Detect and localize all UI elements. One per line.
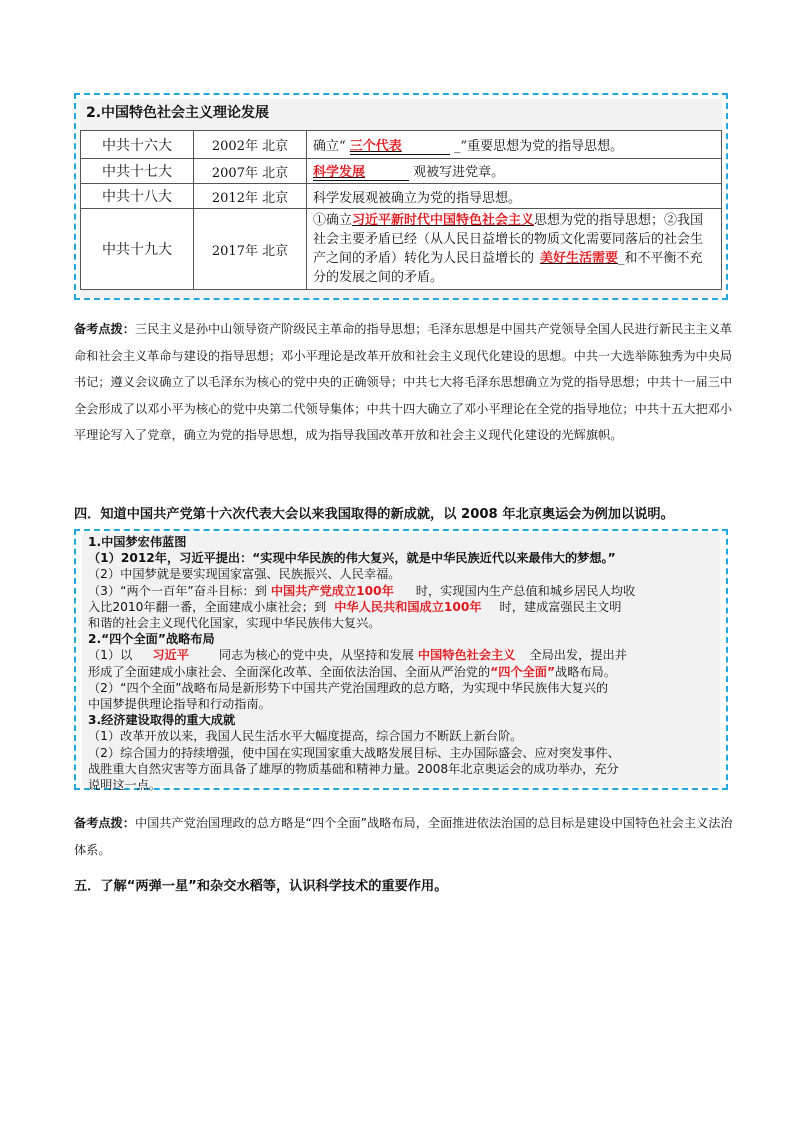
text-segment: 同志为核心的党中央，从坚持和发展 (218, 648, 414, 663)
text-line: 战胜重大自然灾害等方面具备了雄厚的物质基础和精神力量。2008年北京奥运会的成功举办，充分 (88, 761, 619, 776)
text-segment: 时，实现国内生产总值和城乡居民人均收 (415, 583, 636, 598)
section-heading-5: 五．了解“两弹一星”和杂交水稻等，认识科学技术的重要作用。 (74, 879, 448, 894)
theory-box-title: 2.中国特色社会主义理论发展 (86, 105, 270, 121)
congress-cell: 中共十六大 (81, 131, 194, 159)
text-line: 说明这一点。 (88, 778, 162, 793)
text-segment: 全局出发，提出并 (529, 648, 627, 663)
content-cell (307, 159, 722, 184)
subheading: 2.“四个全面”战略布局 (88, 632, 215, 647)
content-cell (307, 131, 722, 159)
year-place-cell: 2012年 北京 (194, 184, 307, 209)
fill-answer: 习近平 (152, 648, 189, 663)
theory-box-inner (80, 99, 722, 298)
exam-note-2 (74, 810, 734, 863)
subheading: 3.经济建设取得的重大成就 (88, 713, 236, 728)
table-row (81, 209, 722, 290)
text-segment: 形成了全面建成小康社会、全面深化改革、全面依法治国、全面从严治党的 (88, 664, 491, 679)
fill-answer: 中国特色社会主义 (417, 648, 516, 663)
text-line: 和谐的社会主义现代化国家，实现中华民族伟大复兴。 (88, 616, 381, 631)
subheading: 1.中国梦宏伟蓝图 (88, 535, 187, 549)
achievements-box (74, 529, 728, 793)
note-label: 备考点拨： (74, 322, 135, 336)
text-line (88, 647, 714, 663)
fill-answer: 美好生活需要 (540, 251, 619, 266)
text-segment: 战略布局。 (554, 664, 616, 679)
year-place-cell: 2007年 北京 (194, 159, 307, 184)
content-text: 科学发展观被确立为党的指导思想。 (313, 190, 522, 206)
year-place-cell: 2002年 北京 (194, 131, 307, 159)
table-row (81, 159, 722, 184)
content-text: _和不平衡不充分的发展之间的矛盾。 (313, 251, 703, 285)
content-text: 观被写进党章。 (413, 165, 505, 180)
fill-answer: “四个全面” (490, 664, 555, 679)
text-line: 中国梦提供理论指导和行动指南。 (88, 697, 271, 712)
text-segment: 时，建成富强民主文明 (499, 599, 622, 614)
fill-answer: 中国共产党成立100年 (270, 583, 394, 598)
exam-note-1 (74, 316, 734, 449)
content-text: 确立“ (313, 138, 346, 154)
text-segment: （3）“两个一百年”奋斗目标：到 (88, 583, 267, 598)
text-line: （1）改革开放以来，我国人民生活水平大幅度提高，综合国力不断跃上新台阶。 (88, 729, 523, 744)
content-cell (307, 184, 722, 209)
year-place-cell: 2017年 北京 (194, 209, 307, 290)
note-text: 中国共产党治国理政的总方略是“四个全面”战略布局，全面推进依法治国的总目标是建设中国特色社会主义法治体系。 (74, 816, 733, 857)
text-segment: （1）以 (88, 648, 133, 663)
congress-cell: 中共十八大 (81, 184, 194, 209)
text-line: （2）综合国力的持续增强，使中国在实现国家重大战略发展目标、主办国际盛会、应对突发事件、 (88, 745, 620, 760)
content-text: 思想为党的指导思想；②我国社会主要矛盾已经（从人民日益增长的物质文化需要同落后的社会生产之间的矛盾）转化为人民日益增长的 (313, 213, 704, 266)
text-segment: 入比2010年翻一番，全面建成小康社会；到 (88, 599, 327, 614)
note-text: 三民主义是孙中山领导资产阶级民主革命的指导思想；毛泽东思想是中国共产党领导全国人民进行新民主主义革命和社会主义革命与建设的指导思想；邓小平理论是改革开放和社会主义现代化建设的思想。中共一大选举陈独秀为中央局书记；遵义会议确立了以毛泽东为核心的党中央的正确领导；中共七大将毛泽东思想确立为党的指导思想；中共十一届三中全会形成了以邓小平为核心的党中央第二代领导集体；中共十四大确立了邓小平理论在全党的指导地位；中共十五大把邓小平理论写入了党章，确立为党的指导思想，成为指导我国改革开放和社会主义现代化建设的光辉旗帜。 (74, 322, 733, 442)
text-line (88, 583, 714, 599)
theory-development-box (74, 93, 728, 300)
content-text: ①确立 (313, 213, 353, 228)
fill-answer: 习近平新时代中国特色社会主义 (352, 213, 535, 228)
content-text: _”重要思想为党的指导思想。 (453, 138, 624, 154)
note-label: 备考点拨： (74, 816, 135, 830)
text-line: （1）2012年，习近平提出：“实现中华民族的伟大复兴，就是中华民族近代以来最伟大的梦想。” (88, 551, 616, 566)
text-line: （2）中国梦就是要实现国家富强、民族振兴、人民幸福。 (88, 567, 401, 582)
table-row (81, 184, 722, 209)
fill-answer: 科学发展 (313, 161, 409, 181)
congress-cell: 中共十七大 (81, 159, 194, 184)
fill-answer: 中华人民共和国成立100年 (334, 599, 482, 614)
content-cell (307, 209, 722, 290)
achievements-box-inner (82, 533, 720, 793)
text-line (88, 599, 714, 615)
text-line: （2）“四个全面”战略布局是新形势下中国共产党治国理政的总方略，为实现中华民族伟大复兴的 (88, 680, 609, 695)
table-row (81, 131, 722, 159)
congress-table (80, 130, 722, 290)
congress-cell: 中共十九大 (81, 209, 194, 290)
text-line (88, 664, 714, 680)
fill-answer: 三个代表 (350, 135, 450, 155)
section-heading-4: 四．知道中国共产党第十六次代表大会以来我国取得的新成就，以 2008 年北京奥运会为例加以说明。 (74, 507, 674, 522)
